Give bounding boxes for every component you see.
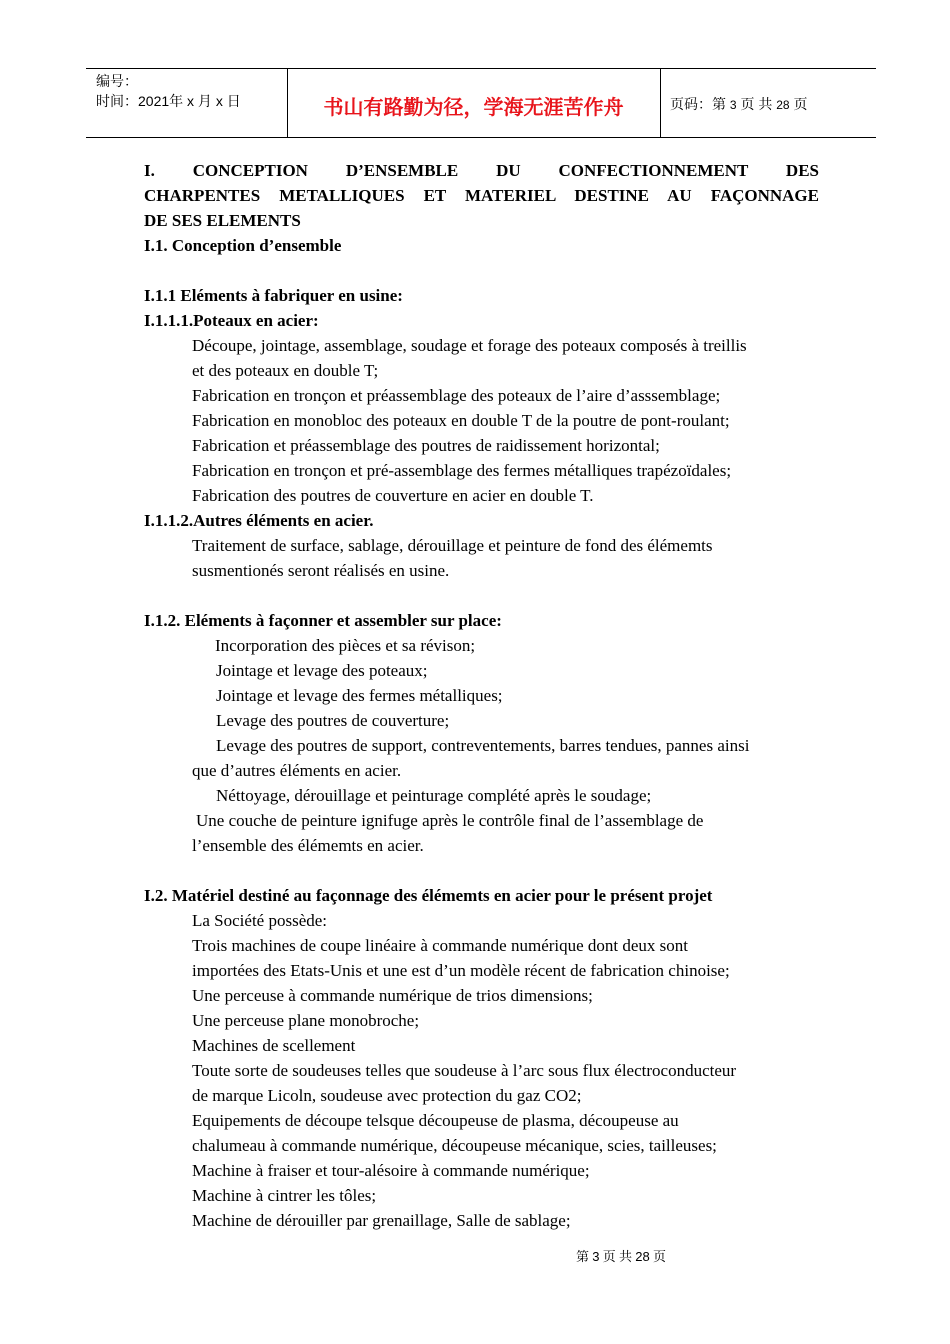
list-item: Levage des poutres de couverture; [216, 711, 450, 730]
header-page-mid: 页 共 [740, 96, 773, 112]
footer-page-current: 3 [592, 1249, 600, 1264]
list-item: importées des Etats-Unis et une est d’un modèle récent de fabrication chinoise; [192, 961, 730, 980]
list-item: Fabrication des poutres de couverture en acier en double T. [192, 486, 594, 505]
list-item: Une perceuse à commande numérique de trios dimensions; [192, 986, 593, 1005]
list-item: susmentionés seront réalisés en usine. [192, 561, 450, 580]
page-header [86, 68, 876, 138]
list-item: et des poteaux en double T; [192, 361, 379, 380]
main-heading-line-2: CHARPENTES METALLIQUES ET MATERIEL DESTINE AU FAÇONNAGE [144, 186, 819, 205]
list-item: Incorporation des pièces et sa révison; [215, 636, 476, 655]
list-item: Machine à fraiser et tour-alésoire à commande numérique; [192, 1161, 590, 1180]
list-item: Fabrication en tronçon et pré-assemblage des fermes métalliques trapézoïdales; [192, 461, 732, 480]
section-title-1-1: I.1. Conception d’ensemble [144, 236, 342, 255]
list-item: Levage des poutres de support, contreventements, barres tendues, pannes ainsi [216, 736, 750, 755]
section-title-1-2: I.2. Matériel destiné au façonnage des élémemts en acier pour le présent projet [144, 886, 713, 905]
list-item: La Société possède: [192, 911, 328, 930]
header-meta-cell [86, 69, 288, 137]
section-title-1-1-1-2: I.1.1.2.Autres éléments en acier. [144, 511, 374, 530]
list-item: Trois machines de coupe linéaire à commande numérique dont deux sont [192, 936, 689, 955]
header-motto: 书山有路勤为径，学海无涯苦作舟 [323, 95, 624, 119]
header-page-current: 3 [729, 98, 737, 112]
section-title-1-1-1-1: I.1.1.1.Poteaux en acier: [144, 311, 319, 330]
date-label: 时间： [96, 93, 138, 109]
list-item: Equipements de découpe telsque découpeuse de plasma, découpeuse au [192, 1111, 679, 1130]
footer-prefix: 第 [576, 1249, 590, 1264]
list-item: Une perceuse plane monobroche; [192, 1011, 420, 1030]
header-page-suffix: 页 [793, 96, 808, 112]
list-item: l’ensemble des élémemts en acier. [192, 836, 424, 855]
list-item: Une couche de peinture ignifuge après le contrôle final de l’assemblage de [196, 811, 704, 830]
date-line [96, 91, 241, 111]
list-item: Machines de scellement [192, 1036, 356, 1055]
main-heading-line-3: DE SES ELEMENTS [144, 211, 301, 230]
date-rest: 年 x 月 x 日 [169, 93, 241, 109]
main-heading-line-1: I. CONCEPTION D’ENSEMBLE DU CONFECTIONNEMENT DES [144, 161, 819, 180]
list-item: que d’autres éléments en acier. [192, 761, 402, 780]
list-item: Fabrication en monobloc des poteaux en double T de la poutre de pont-roulant; [192, 411, 730, 430]
footer-suffix: 页 [652, 1249, 666, 1264]
section-title-1-1-2: I.1.2. Eléments à façonner et assembler sur place: [144, 611, 502, 630]
list-item: Découpe, jointage, assemblage, soudage et forage des poteaux composés à treillis [192, 336, 747, 355]
list-item: Néttoyage, dérouillage et peinturage complété après le soudage; [216, 786, 652, 805]
header-page-number [670, 94, 808, 114]
list-item: Machine à cintrer les tôles; [192, 1186, 377, 1205]
footer-page-total: 28 [635, 1249, 650, 1264]
date-year: 2021 [138, 93, 170, 109]
header-page-prefix: 页码：第 [670, 96, 726, 112]
header-page-cell [661, 69, 876, 137]
header-motto-cell [287, 69, 661, 137]
serial-number-label: 编号： [96, 73, 138, 89]
header-page-total: 28 [776, 98, 790, 112]
list-item: Traitement de surface, sablage, dérouillage et peinture de fond des élémemts [192, 536, 713, 555]
list-item: Jointage et levage des fermes métalliques; [216, 686, 503, 705]
list-item: chalumeau à commande numérique, découpeuse mécanique, scies, tailleuses; [192, 1136, 717, 1155]
list-item: Jointage et levage des poteaux; [216, 661, 428, 680]
footer-mid: 页 共 [602, 1249, 633, 1264]
section-title-1-1-1: I.1.1 Eléments à fabriquer en usine: [144, 286, 403, 305]
list-item: Toute sorte de soudeuses telles que soudeuse à l’arc sous flux électroconducteur [192, 1061, 737, 1080]
list-item: de marque Licoln, soudeuse avec protection du gaz CO2; [192, 1086, 582, 1105]
page-footer [576, 1246, 666, 1265]
list-item: Fabrication en tronçon et préassemblage des poteaux de l’aire d’asssemblage; [192, 386, 721, 405]
list-item: Fabrication et préassemblage des poutres de raidissement horizontal; [192, 436, 660, 455]
list-item: Machine de dérouiller par grenaillage, Salle de sablage; [192, 1211, 571, 1230]
